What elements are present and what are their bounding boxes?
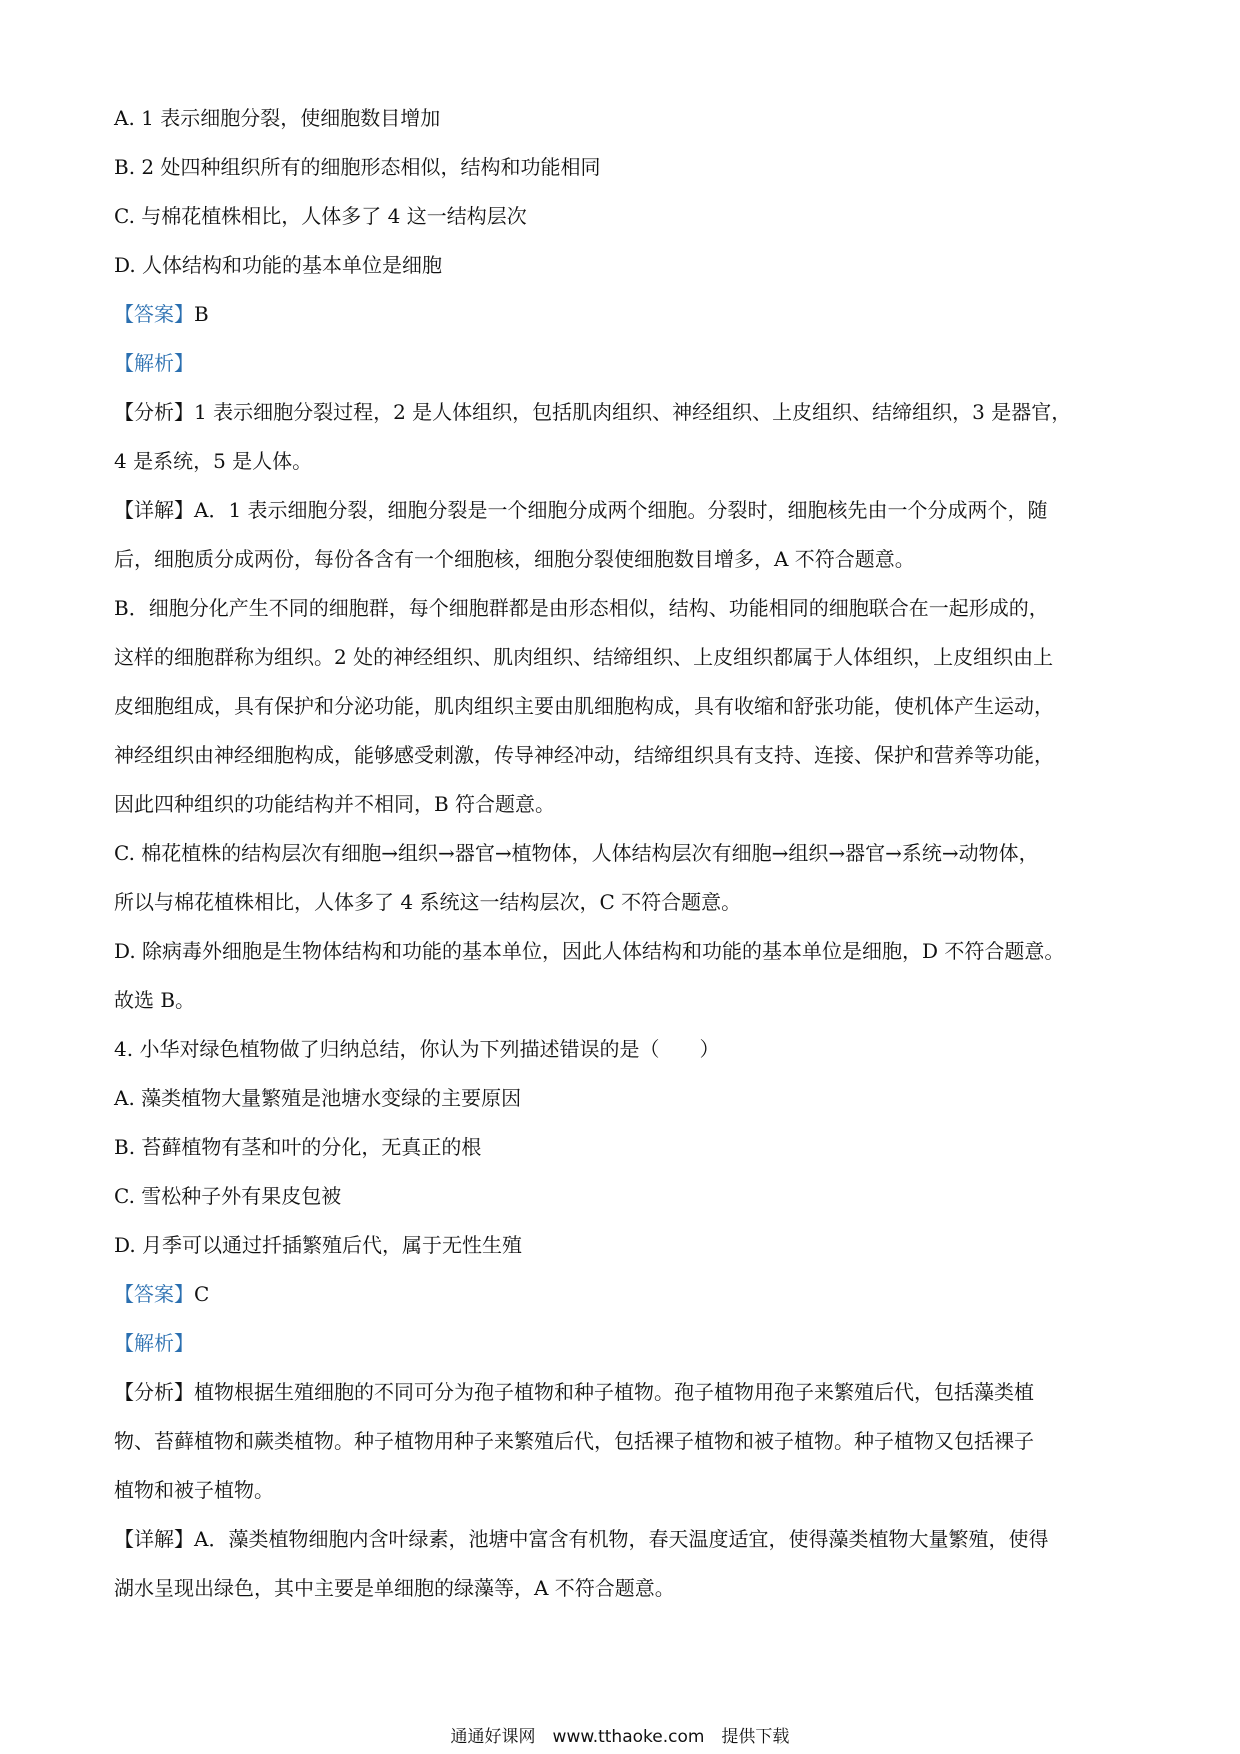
- q3-detail-line: 皮细胞组成，具有保护和分泌功能，肌肉组织主要由肌细胞构成，具有收缩和舒张功能，使机体产生运动，: [114, 694, 1054, 718]
- q4-option-a: A. 藻类植物大量繁殖是池塘水变绿的主要原因: [114, 1086, 522, 1110]
- q3-fenxi-line: 4 是系统，5 是人体。: [114, 449, 313, 473]
- q3-detail-line: 这样的细胞群称为组织。2 处的神经组织、肌肉组织、结缔组织、上皮组织都属于人体组织，上皮组织由上: [114, 645, 1054, 669]
- q4-fenxi-line: 【分析】植物根据生殖细胞的不同可分为孢子植物和种子植物。孢子植物用孢子来繁殖后代，包括藻类植: [114, 1380, 1034, 1404]
- q4-option-b: B. 苔藓植物有茎和叶的分化，无真正的根: [114, 1135, 482, 1159]
- q4-detail-line: 湖水呈现出绿色，其中主要是单细胞的绿藻等，A 不符合题意。: [114, 1576, 675, 1600]
- q4-fenxi-line: 植物和被子植物。: [114, 1478, 274, 1502]
- q3-detail-line: B．细胞分化产生不同的细胞群，每个细胞群都是由形态相似，结构、功能相同的细胞联合在一起形成的，: [114, 596, 1049, 620]
- q3-detail-line: D. 除病毒外细胞是生物体结构和功能的基本单位，因此人体结构和功能的基本单位是细胞，D 不符合题意。: [114, 939, 1065, 963]
- q4-option-d: D. 月季可以通过扦插繁殖后代，属于无性生殖: [114, 1233, 523, 1257]
- q3-analysis-tag: 【解析】: [114, 351, 194, 375]
- q3-detail-line: 后，细胞质分成两份，每份各含有一个细胞核，细胞分裂使细胞数目增多，A 不符合题意。: [114, 547, 915, 571]
- q3-detail-line: 因此四种组织的功能结构并不相同，B 符合题意。: [114, 792, 556, 816]
- q3-answer-value: B: [194, 302, 209, 326]
- page-footer: 通通好课网 www.tthaoke.com 提供下载: [450, 1727, 790, 1747]
- q4-answer-value: C: [194, 1282, 210, 1306]
- q4-fenxi-line: 物、苔藓植物和蕨类植物。种子植物用种子来繁殖后代，包括裸子植物和被子植物。种子植物又包括裸子: [114, 1429, 1034, 1453]
- q4-option-c: C. 雪松种子外有果皮包被: [114, 1184, 342, 1208]
- q3-detail-line: 故选 B。: [114, 988, 196, 1012]
- q4-detail-line: 【详解】A．藻类植物细胞内含叶绿素，池塘中富含有机物，春天温度适宜，使得藻类植物大量繁殖，使得: [114, 1527, 1049, 1551]
- q4-answer-tag: 【答案】: [114, 1282, 194, 1306]
- q3-answer-tag: 【答案】: [114, 302, 194, 326]
- q3-detail-line: 神经组织由神经细胞构成，能够感受刺激，传导神经冲动，结缔组织具有支持、连接、保护和营养等功能，: [114, 743, 1054, 767]
- q4-stem: 4. 小华对绿色植物做了归纳总结，你认为下列描述错误的是（ ）: [114, 1037, 720, 1061]
- q3-option-d: D. 人体结构和功能的基本单位是细胞: [114, 253, 443, 277]
- q3-answer: [114, 300, 1134, 328]
- q3-option-c: C. 与棉花植株相比，人体多了 4 这一结构层次: [114, 204, 527, 228]
- q3-fenxi-line: 【分析】1 表示细胞分裂过程，2 是人体组织，包括肌肉组织、神经组织、上皮组织、结缔组织，3 是器官，: [114, 400, 1072, 424]
- q3-detail-line: C. 棉花植株的结构层次有细胞→组织→器官→植物体，人体结构层次有细胞→组织→器官→系统→动物体，: [114, 841, 1039, 865]
- q3-option-b: B. 2 处四种组织所有的细胞形态相似，结构和功能相同: [114, 155, 601, 179]
- q3-detail-line: 所以与棉花植株相比，人体多了 4 系统这一结构层次，C 不符合题意。: [114, 890, 742, 914]
- q3-detail-line: 【详解】A．1 表示细胞分裂，细胞分裂是一个细胞分成两个细胞。分裂时，细胞核先由一个分成两个，随: [114, 498, 1048, 522]
- q3-option-a: A. 1 表示细胞分裂，使细胞数目增加: [114, 106, 441, 130]
- q4-answer: [114, 1280, 1134, 1308]
- q4-analysis-tag: 【解析】: [114, 1331, 194, 1355]
